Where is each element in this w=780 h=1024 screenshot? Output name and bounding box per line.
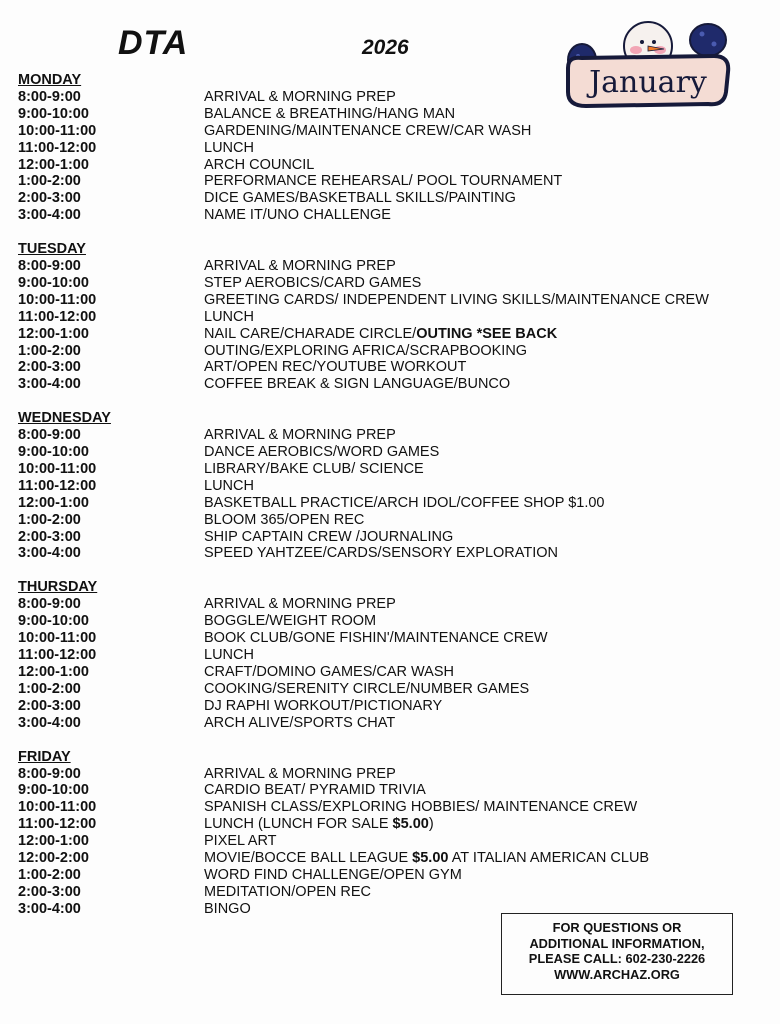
activity [204, 478, 758, 495]
activity-text: SPEED YAHTZEE/CARDS/SENSORY EXPLORATION [204, 545, 559, 562]
schedule-row [18, 664, 758, 681]
activity-text: BLOOM 365/OPEN REC [204, 511, 365, 528]
activity-text: ARRIVAL & MORNING PREP [204, 765, 396, 782]
time-slot: 9:00-10:00 [18, 275, 89, 292]
activity-text: COFFEE BREAK & SIGN LANGUAGE/BUNCO [204, 376, 511, 393]
activity [204, 766, 758, 783]
activity [204, 529, 758, 546]
activity [204, 545, 758, 562]
day-block-wednesday [18, 410, 758, 562]
snowman-cheek [630, 46, 642, 54]
time-slot: 9:00-10:00 [18, 613, 89, 630]
schedule-row [18, 326, 758, 343]
activity-text: LUNCH [204, 647, 254, 664]
activity-text: ARCH ALIVE/SPORTS CHAT [204, 714, 396, 731]
time-slot: 1:00-2:00 [18, 511, 81, 528]
time-slot: 8:00-9:00 [18, 596, 81, 613]
time-slot: 10:00-11:00 [18, 799, 97, 816]
schedule-row [18, 799, 758, 816]
time-slot: 9:00-10:00 [18, 444, 89, 461]
activity [204, 326, 758, 343]
schedule-row [18, 359, 758, 376]
time-slot: 1:00-2:00 [18, 173, 81, 190]
activity-text: LUNCH [204, 477, 254, 494]
activity-text: WORD FIND CHALLENGE/OPEN GYM [204, 866, 462, 883]
activity-text: SPANISH CLASS/EXPLORING HOBBIES/ MAINTENANCE CREW [204, 799, 638, 816]
activity-text: DJ RAPHI WORKOUT/PICTIONARY [204, 697, 443, 714]
time-slot: 3:00-4:00 [18, 900, 81, 917]
contact-line: FOR QUESTIONS OR [552, 920, 682, 935]
time-slot: 3:00-4:00 [18, 714, 81, 731]
schedule-row [18, 106, 758, 123]
day-block-thursday [18, 579, 758, 731]
activity-text: ARRIVAL & MORNING PREP [204, 596, 396, 613]
activity [204, 427, 758, 444]
activity [204, 613, 758, 630]
schedule-row [18, 478, 758, 495]
activity-price: $5.00 [392, 816, 429, 833]
activity-text: DANCE AEROBICS/WORD GAMES [204, 444, 440, 461]
time-slot: 11:00-12:00 [18, 308, 97, 325]
activity [204, 782, 758, 799]
activity-text: BINGO [204, 900, 251, 917]
activity [204, 89, 758, 106]
schedule-row [18, 89, 758, 106]
schedule-row [18, 715, 758, 732]
activity-text: LUNCH [204, 139, 254, 156]
weekly-schedule [18, 72, 758, 935]
time-slot: 12:00-1:00 [18, 156, 89, 173]
day-block-friday [18, 749, 758, 918]
activity [204, 309, 758, 326]
schedule-row [18, 833, 758, 850]
activity [204, 715, 758, 732]
activity [204, 512, 758, 529]
time-slot: 10:00-11:00 [18, 291, 97, 308]
schedule-row [18, 647, 758, 664]
schedule-row [18, 630, 758, 647]
schedule-row [18, 681, 758, 698]
activity-text: BALANCE & BREATHING/HANG MAN [204, 105, 456, 122]
time-slot: 2:00-3:00 [18, 697, 81, 714]
schedule-row [18, 884, 758, 901]
day-block-monday [18, 72, 758, 224]
time-slot: 1:00-2:00 [18, 680, 81, 697]
activity-text: GARDENING/MAINTENANCE CREW/CAR WASH [204, 122, 532, 139]
time-slot: 12:00-1:00 [18, 833, 89, 850]
activity [204, 884, 758, 901]
activity-text: ARRIVAL & MORNING PREP [204, 258, 396, 275]
activity [204, 292, 758, 309]
activity-text: ARCH COUNCIL [204, 156, 315, 173]
activity-text: GREETING CARDS/ INDEPENDENT LIVING SKILLS/MAINTENANCE CREW [204, 291, 709, 308]
schedule-row [18, 157, 758, 174]
activity-text: DICE GAMES/BASKETBALL SKILLS/PAINTING [204, 190, 516, 207]
schedule-row [18, 782, 758, 799]
time-slot: 3:00-4:00 [18, 376, 81, 393]
activity-text: SHIP CAPTAIN CREW /JOURNALING [204, 528, 454, 545]
schedule-row [18, 275, 758, 292]
time-slot: 12:00-1:00 [18, 494, 89, 511]
activity [204, 207, 758, 224]
activity [204, 867, 758, 884]
time-slot: 3:00-4:00 [18, 545, 81, 562]
activity [204, 698, 758, 715]
contact-info-box [501, 913, 733, 995]
year-label: 2026 [362, 36, 409, 59]
activity-highlight: OUTING *SEE BACK [416, 325, 558, 342]
time-slot: 2:00-3:00 [18, 883, 81, 900]
activity-text: BOOK CLUB/GONE FISHIN'/MAINTENANCE CREW [204, 630, 548, 647]
activity [204, 359, 758, 376]
time-slot: 11:00-12:00 [18, 647, 97, 664]
activity [204, 275, 758, 292]
activity-text: NAIL CARE/CHARADE CIRCLE/ [204, 325, 417, 342]
month-label: January [589, 65, 707, 100]
time-slot: 12:00-2:00 [18, 849, 89, 866]
activity [204, 461, 758, 478]
schedule-row [18, 173, 758, 190]
time-slot: 1:00-2:00 [18, 866, 81, 883]
activity [204, 596, 758, 613]
schedule-row [18, 292, 758, 309]
day-heading: FRIDAY [18, 748, 71, 765]
activity [204, 190, 758, 207]
time-slot: 8:00-9:00 [18, 765, 81, 782]
activity-text: CRAFT/DOMINO GAMES/CAR WASH [204, 663, 454, 680]
time-slot: 9:00-10:00 [18, 782, 89, 799]
schedule-row [18, 207, 758, 224]
day-heading: MONDAY [18, 72, 82, 88]
time-slot: 8:00-9:00 [18, 427, 81, 444]
activity-text: ARRIVAL & MORNING PREP [204, 427, 396, 444]
activity-text: CARDIO BEAT/ PYRAMID TRIVIA [204, 782, 426, 799]
activity-text: BASKETBALL PRACTICE/ARCH IDOL/COFFEE SHOP $1.00 [204, 494, 605, 511]
activity [204, 140, 758, 157]
activity [204, 495, 758, 512]
schedule-row [18, 427, 758, 444]
activity-text: STEP AEROBICS/CARD GAMES [204, 275, 422, 292]
day-heading: WEDNESDAY [18, 410, 111, 427]
schedule-row [18, 529, 758, 546]
time-slot: 8:00-9:00 [18, 89, 81, 105]
activity [204, 123, 758, 140]
activity-text: LUNCH (LUNCH FOR SALE [204, 816, 393, 833]
activity [204, 343, 758, 360]
activity-text: OUTING/EXPLORING AFRICA/SCRAPBOOKING [204, 342, 528, 359]
schedule-row [18, 867, 758, 884]
activity-text: PIXEL ART [204, 833, 277, 850]
time-slot: 2:00-3:00 [18, 359, 81, 376]
activity-text: LIBRARY/BAKE CLUB/ SCIENCE [204, 461, 424, 478]
time-slot: 1:00-2:00 [18, 342, 81, 359]
time-slot: 10:00-11:00 [18, 461, 97, 478]
schedule-row [18, 444, 758, 461]
schedule-row [18, 698, 758, 715]
activity [204, 376, 758, 393]
day-heading: TUESDAY [18, 241, 86, 258]
activity-text: PERFORMANCE REHEARSAL/ POOL TOURNAMENT [204, 173, 563, 190]
activity-text-after: ) [428, 816, 434, 833]
day-heading: THURSDAY [18, 579, 98, 596]
time-slot: 10:00-11:00 [18, 122, 97, 139]
time-slot: 9:00-10:00 [18, 105, 89, 122]
activity-text: NAME IT/UNO CHALLENGE [204, 207, 391, 224]
program-title: DTA [118, 24, 189, 62]
time-slot: 12:00-1:00 [18, 325, 89, 342]
activity-text: COOKING/SERENITY CIRCLE/NUMBER GAMES [204, 680, 530, 697]
schedule-row [18, 766, 758, 783]
activity [204, 157, 758, 174]
activity-price: $5.00 [412, 849, 449, 866]
time-slot: 2:00-3:00 [18, 190, 81, 207]
time-slot: 11:00-12:00 [18, 477, 97, 494]
activity [204, 630, 758, 647]
schedule-row [18, 376, 758, 393]
schedule-row [18, 596, 758, 613]
activity [204, 664, 758, 681]
activity [204, 850, 758, 867]
activity [204, 106, 758, 123]
day-block-tuesday [18, 241, 758, 393]
activity [204, 833, 758, 850]
activity [204, 173, 758, 190]
snowman-eye [640, 40, 644, 44]
time-slot: 11:00-12:00 [18, 139, 97, 156]
activity-text: BOGGLE/WEIGHT ROOM [204, 613, 377, 630]
activity-text: LUNCH [204, 308, 254, 325]
contact-line: ADDITIONAL INFORMATION, [529, 935, 705, 951]
activity [204, 647, 758, 664]
schedule-row [18, 613, 758, 630]
schedule-row [18, 309, 758, 326]
activity [204, 816, 758, 833]
schedule-row [18, 190, 758, 207]
activity [204, 681, 758, 698]
activity [204, 799, 758, 816]
schedule-row [18, 816, 758, 833]
time-slot: 10:00-11:00 [18, 630, 97, 647]
schedule-row [18, 140, 758, 157]
schedule-row [18, 850, 758, 867]
snowman-eye [652, 40, 656, 44]
activity-text: MOVIE/BOCCE BALL LEAGUE [204, 849, 413, 866]
time-slot: 8:00-9:00 [18, 258, 81, 275]
time-slot: 11:00-12:00 [18, 816, 97, 833]
activity [204, 258, 758, 275]
schedule-row [18, 123, 758, 140]
activity [204, 444, 758, 461]
activity-text-after: AT ITALIAN AMERICAN CLUB [448, 849, 650, 866]
time-slot: 3:00-4:00 [18, 207, 81, 224]
schedule-row [18, 495, 758, 512]
activity-text: MEDITATION/OPEN REC [204, 883, 372, 900]
schedule-row [18, 461, 758, 478]
schedule-row [18, 545, 758, 562]
time-slot: 12:00-1:00 [18, 663, 89, 680]
activity-text: ARRIVAL & MORNING PREP [204, 89, 396, 105]
schedule-row [18, 512, 758, 529]
mitten-right [690, 24, 726, 56]
contact-website: WWW.ARCHAZ.ORG [554, 966, 680, 982]
activity-text: ART/OPEN REC/YOUTUBE WORKOUT [204, 359, 467, 376]
schedule-row [18, 343, 758, 360]
contact-phone: PLEASE CALL: 602-230-2226 [528, 951, 706, 967]
schedule-row [18, 258, 758, 275]
time-slot: 2:00-3:00 [18, 528, 81, 545]
